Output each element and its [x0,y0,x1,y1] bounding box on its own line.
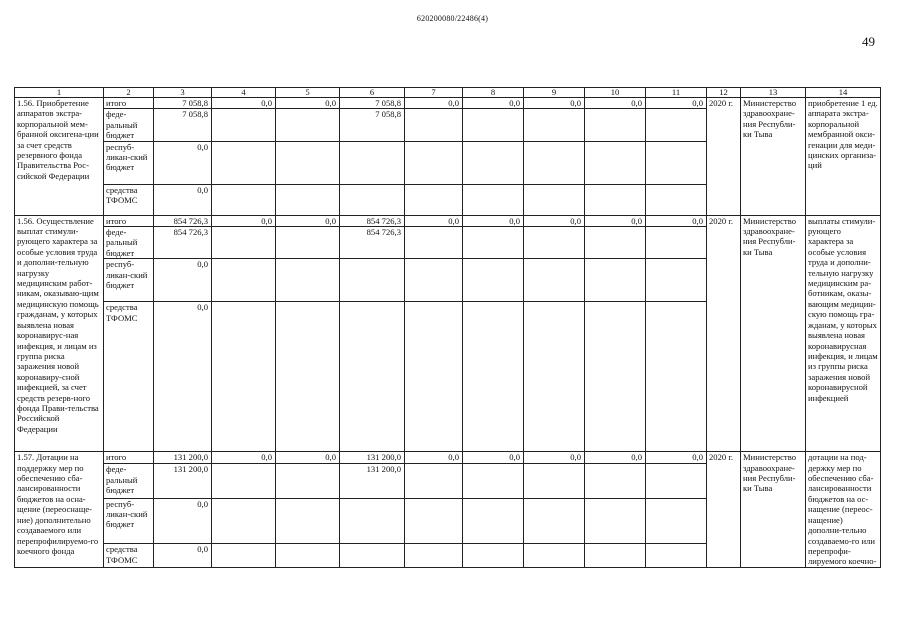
source-label: средства ТФОМС [104,302,154,452]
source-label: средства ТФОМС [104,184,154,215]
amount-cell: 0,0 [524,215,585,226]
col-number: 4 [212,88,276,98]
amount-cell: 131 200,0 [340,464,405,498]
amount-cell: 7 058,8 [340,98,405,109]
source-label: феде-ральный бюджет [104,464,154,498]
col-number: 2 [104,88,154,98]
amount-cell: 0,0 [463,215,524,226]
source-label: респуб-ликан-ский бюджет [104,259,154,302]
program-table [14,87,881,568]
document-number: 620200080/22486(4) [416,14,489,23]
col-number: 8 [463,88,524,98]
page-number: 49 [862,34,875,49]
amount-total: 7 058,8 [154,98,212,109]
col-number: 10 [585,88,646,98]
col-number: 14 [806,88,881,98]
col-number: 6 [340,88,405,98]
amount-cell: 0,0 [154,498,212,544]
year-cell: 2020 г. [707,98,741,216]
table-row [15,215,881,226]
amount-cell: 0,0 [154,184,212,215]
amount-cell: 0,0 [154,259,212,302]
amount-cell: 0,0 [276,98,340,109]
year-cell: 2020 г. [707,215,741,452]
amount-cell: 0,0 [212,215,276,226]
amount-total: 854 726,3 [154,215,212,226]
amount-cell: 7 058,8 [340,109,405,141]
amount-cell: 0,0 [646,98,707,109]
source-label: итого [104,98,154,109]
amount-cell: 0,0 [463,452,524,464]
measure-name: 1.56. Осуществление выплат стимули-рующего характера за особые условия труда и дополни-тельную нагрузку медицинским работ-никам, оказываю-щим медицинскую помощь гражданам, у которых выявлена новая коронавирус-ная инфекция, и лицам из группа риска заражения новой коронавиру-сной инфекцией, за счет средств резерв-ного фонда Прави-тельства Российской Федерации [15,215,104,452]
amount-cell: 854 726,3 [154,227,212,259]
source-label: феде-ральный бюджет [104,109,154,141]
source-label: респуб-ликан-ский бюджет [104,141,154,184]
amount-cell: 0,0 [154,141,212,184]
amount-cell: 0,0 [646,452,707,464]
executor-cell: Министерство здравоохране-ния Республи-ки Тыва [741,215,806,452]
year-cell: 2020 г. [707,452,741,567]
amount-cell: 0,0 [405,452,463,464]
amount-cell: 0,0 [524,98,585,109]
column-numbers-row [15,88,881,98]
amount-total: 131 200,0 [154,452,212,464]
measure-name: 1.57. Дотации на поддержку мер по обеспечению сба-лансированности бюджетов на осна-щение (переоснаще-ние) дополнительно создаваемого или перепрофилируемо-го коечного фонда [15,452,104,567]
executor-cell: Министерство здравоохране-ния Республи-ки Тыва [741,98,806,216]
amount-cell: 7 058,8 [154,109,212,141]
col-number: 3 [154,88,212,98]
col-number: 7 [405,88,463,98]
col-number: 13 [741,88,806,98]
amount-cell: 0,0 [212,98,276,109]
col-number: 11 [646,88,707,98]
table-row [15,98,881,109]
source-label: респуб-ликан-ский бюджет [104,498,154,544]
amount-cell: 0,0 [585,452,646,464]
amount-cell: 0,0 [585,98,646,109]
amount-cell: 0,0 [276,215,340,226]
amount-cell: 0,0 [463,98,524,109]
amount-cell: 854 726,3 [340,227,405,259]
amount-cell: 0,0 [585,215,646,226]
result-cell: выплаты стимули-рующего характера за особые условия труда и дополни-тельную нагрузку медицинским ра-ботникам, оказы-вающим медицин-скую помощь гра-жданам, у которых выявлена новая коронавирусная инфекция, и лицам из группы риска заражения новой коронавирусной инфекцией [806,215,881,452]
result-cell: приобретение 1 ед. аппарата экстра-корпоральной мембранной окси-генации для меди-цинских организа-ций [806,98,881,216]
amount-cell: 854 726,3 [340,215,405,226]
result-cell: дотации на под-держку мер по обеспечению сба-лансированности бюджетов на ос-нащение (переос-нащение) дополни-тельно создаваемо-го или перепрофи-лируемого коечно- [806,452,881,567]
amount-cell: 0,0 [154,302,212,452]
col-number: 5 [276,88,340,98]
measure-name: 1.56. Приобретение аппаратов экстра-корпоральной мем-бранной оксигена-ции за счет средств резервного фонда Правительства Рос-сийской Федерации [15,98,104,216]
amount-cell: 0,0 [212,452,276,464]
source-label: итого [104,215,154,226]
amount-cell: 0,0 [154,544,212,567]
amount-cell: 0,0 [524,452,585,464]
amount-cell: 131 200,0 [154,464,212,498]
amount-cell: 0,0 [646,215,707,226]
col-number: 9 [524,88,585,98]
amount-cell: 0,0 [405,98,463,109]
source-label: средства ТФОМС [104,544,154,567]
table-row [15,452,881,464]
source-label: итого [104,452,154,464]
amount-cell: 131 200,0 [340,452,405,464]
col-number: 12 [707,88,741,98]
col-number: 1 [15,88,104,98]
amount-cell: 0,0 [405,215,463,226]
executor-cell: Министерство здравоохране-ния Республи-ки Тыва [741,452,806,567]
source-label: феде-ральный бюджет [104,227,154,259]
amount-cell: 0,0 [276,452,340,464]
